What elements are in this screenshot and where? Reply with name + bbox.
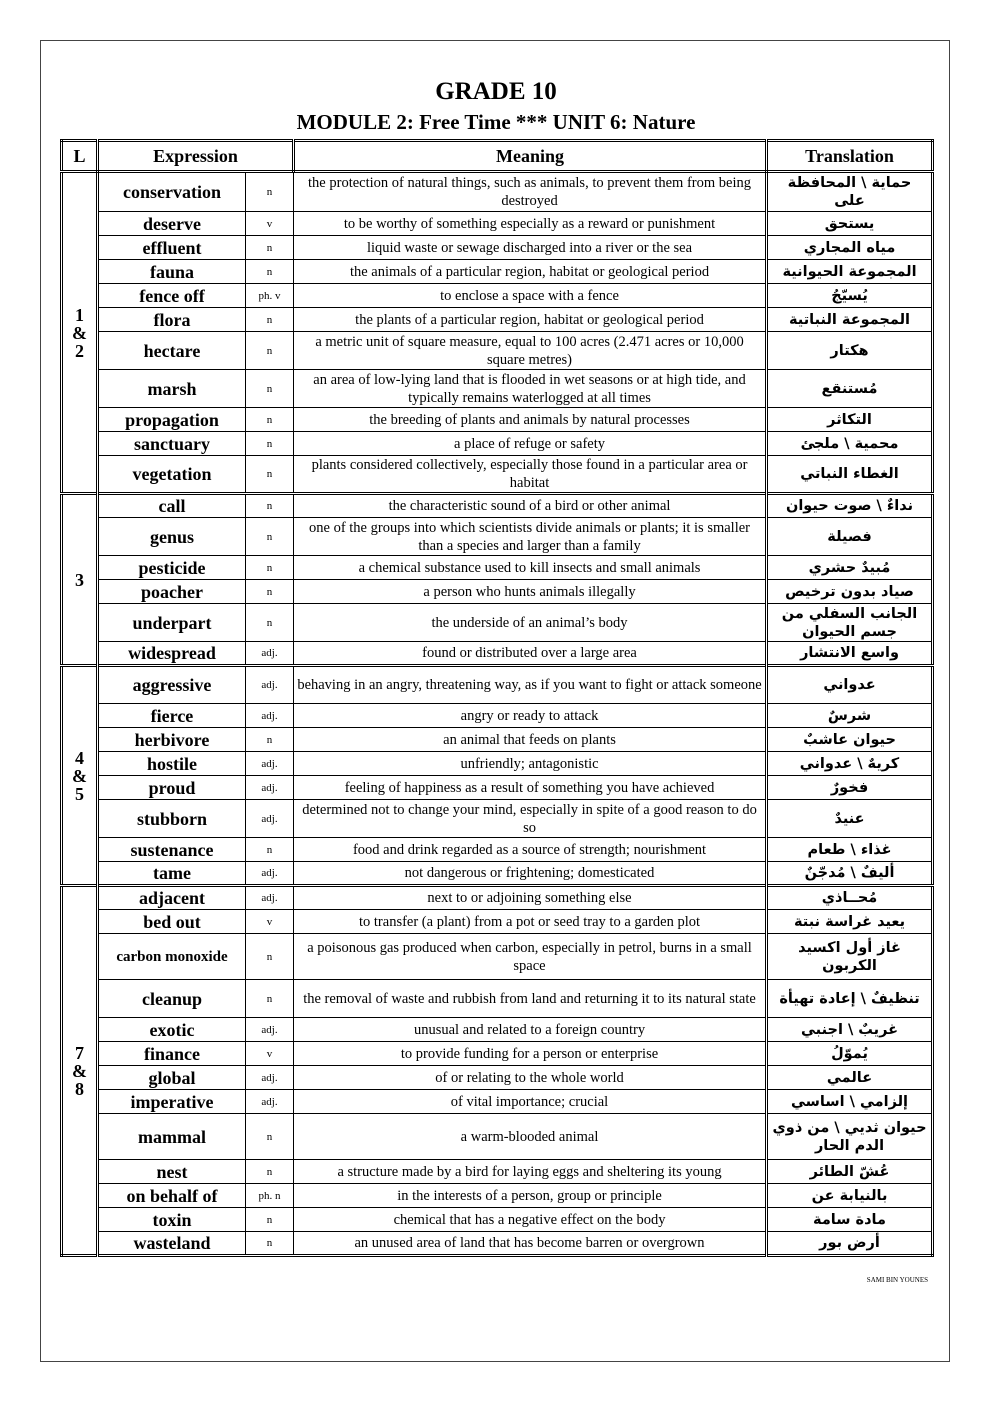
part-of-speech-cell: n (246, 728, 294, 752)
expression-cell: on behalf of (98, 1184, 246, 1208)
lesson-label: & (72, 322, 87, 343)
meaning-cell: an unused area of land that has become barren or overgrown (294, 1232, 767, 1256)
part-of-speech-cell: v (246, 212, 294, 236)
meaning-cell: of vital importance; crucial (294, 1090, 767, 1114)
part-of-speech-cell: n (246, 494, 294, 518)
translation-cell: إلزامي \ اساسي (767, 1090, 933, 1114)
vocab-row (62, 236, 933, 260)
lesson-number (62, 886, 98, 1256)
expression-cell: exotic (98, 1018, 246, 1042)
part-of-speech-cell: adj. (246, 704, 294, 728)
meaning-cell: unfriendly; antagonistic (294, 752, 767, 776)
part-of-speech-cell: adj. (246, 1090, 294, 1114)
part-of-speech-cell: n (246, 556, 294, 580)
part-of-speech-cell: v (246, 910, 294, 934)
translation-cell: تنظيفٌ \ إعادة تهيأة (767, 980, 933, 1018)
vocab-row (62, 212, 933, 236)
expression-cell: stubborn (98, 800, 246, 838)
expression-cell: marsh (98, 370, 246, 408)
part-of-speech-cell: n (246, 260, 294, 284)
expression-cell: effluent (98, 236, 246, 260)
part-of-speech-cell: ph. v (246, 284, 294, 308)
meaning-cell: chemical that has a negative effect on the body (294, 1208, 767, 1232)
expression-cell: toxin (98, 1208, 246, 1232)
vocab-row (62, 308, 933, 332)
meaning-cell: the underside of an animal’s body (294, 604, 767, 642)
translation-cell: عدواني (767, 666, 933, 704)
meaning-cell: one of the groups into which scientists divide animals or plants; it is smaller than a species and larger than a family (294, 518, 767, 556)
expression-cell: carbon monoxide (98, 934, 246, 980)
meaning-cell: an area of low-lying land that is flooded in wet seasons or at high tide, and typically remains waterlogged at all times (294, 370, 767, 408)
translation-cell: غريبٌ \ اجنبي (767, 1018, 933, 1042)
page-subtitle: MODULE 2: Free Time *** UNIT 6: Nature (296, 110, 696, 134)
expression-cell: tame (98, 862, 246, 886)
expression-cell: hectare (98, 332, 246, 370)
vocab-row (62, 776, 933, 800)
vocab-row (62, 728, 933, 752)
meaning-cell: to transfer (a plant) from a pot or seed tray to a garden plot (294, 910, 767, 934)
translation-cell: حيوان ثديي \ من ذوي الدم الحار (767, 1114, 933, 1160)
translation-cell: التكاثر (767, 408, 933, 432)
vocab-row (62, 642, 933, 666)
expression-cell: nest (98, 1160, 246, 1184)
meaning-cell: feeling of happiness as a result of something you have achieved (294, 776, 767, 800)
meaning-cell: to be worthy of something especially as a reward or punishment (294, 212, 767, 236)
header-meaning: Meaning (294, 141, 767, 172)
translation-cell: مُبيدٌ حشري (767, 556, 933, 580)
vocab-row (62, 1114, 933, 1160)
vocab-row (62, 580, 933, 604)
part-of-speech-cell: adj. (246, 886, 294, 910)
page-title: GRADE 10 (435, 78, 557, 105)
part-of-speech-cell: adj. (246, 800, 294, 838)
translation-cell: يُموّلُ (767, 1042, 933, 1066)
expression-cell: adjacent (98, 886, 246, 910)
expression-cell: bed out (98, 910, 246, 934)
expression-cell: flora (98, 308, 246, 332)
translation-cell: صياد بدون ترخيص (767, 580, 933, 604)
translation-cell: غذاء \ طعام (767, 838, 933, 862)
meaning-cell: a chemical substance used to kill insects and small animals (294, 556, 767, 580)
meaning-cell: determined not to change your mind, especially in spite of a good reason to do so (294, 800, 767, 838)
meaning-cell: plants considered collectively, especially those found in a particular area or habitat (294, 456, 767, 494)
expression-cell: sustenance (98, 838, 246, 862)
expression-cell: pesticide (98, 556, 246, 580)
expression-cell: hostile (98, 752, 246, 776)
vocab-row (62, 432, 933, 456)
expression-cell: fence off (98, 284, 246, 308)
part-of-speech-cell: n (246, 370, 294, 408)
meaning-cell: a place of refuge or safety (294, 432, 767, 456)
expression-cell: imperative (98, 1090, 246, 1114)
meaning-cell: angry or ready to attack (294, 704, 767, 728)
lesson-label: 7 (75, 1042, 84, 1063)
part-of-speech-cell: n (246, 1232, 294, 1256)
expression-cell: fierce (98, 704, 246, 728)
meaning-cell: liquid waste or sewage discharged into a river or the sea (294, 236, 767, 260)
vocab-row (62, 862, 933, 886)
header-expression: Expression (98, 141, 294, 172)
meaning-cell: to enclose a space with a fence (294, 284, 767, 308)
vocab-row (62, 1066, 933, 1090)
meaning-cell: the plants of a particular region, habitat or geological period (294, 308, 767, 332)
part-of-speech-cell: v (246, 1042, 294, 1066)
translation-cell: الجانب السفلي من جسم الحيوان (767, 604, 933, 642)
part-of-speech-cell: n (246, 934, 294, 980)
translation-cell: أرض بور (767, 1232, 933, 1256)
vocabulary-table (60, 139, 934, 1257)
part-of-speech-cell: n (246, 456, 294, 494)
part-of-speech-cell: ph. n (246, 1184, 294, 1208)
lesson-label: 4 (75, 747, 84, 768)
meaning-cell: unusual and related to a foreign country (294, 1018, 767, 1042)
meaning-cell: a poisonous gas produced when carbon, especially in petrol, burns in a small space (294, 934, 767, 980)
vocab-row (62, 1184, 933, 1208)
header-row (62, 141, 933, 172)
part-of-speech-cell: n (246, 172, 294, 212)
translation-cell: مادة سامة (767, 1208, 933, 1232)
vocab-row (62, 704, 933, 728)
expression-cell: mammal (98, 1114, 246, 1160)
expression-cell: propagation (98, 408, 246, 432)
part-of-speech-cell: n (246, 408, 294, 432)
part-of-speech-cell: adj. (246, 642, 294, 666)
translation-cell: المجموعة الحيوانية (767, 260, 933, 284)
expression-cell: herbivore (98, 728, 246, 752)
translation-cell: محمية \ ملجئ (767, 432, 933, 456)
meaning-cell: next to or adjoining something else (294, 886, 767, 910)
meaning-cell: of or relating to the whole world (294, 1066, 767, 1090)
meaning-cell: a structure made by a bird for laying eggs and sheltering its young (294, 1160, 767, 1184)
translation-cell: فخورٌ (767, 776, 933, 800)
lesson-label: 3 (75, 569, 84, 590)
translation-cell: حيوان عاشبٌ (767, 728, 933, 752)
vocab-row (62, 1232, 933, 1256)
meaning-cell: the animals of a particular region, habitat or geological period (294, 260, 767, 284)
vocab-row (62, 604, 933, 642)
vocab-row (62, 284, 933, 308)
vocab-row (62, 886, 933, 910)
expression-cell: vegetation (98, 456, 246, 494)
expression-cell: cleanup (98, 980, 246, 1018)
lesson-label: 1 (75, 304, 84, 325)
translation-cell: فصيلة (767, 518, 933, 556)
vocab-row (62, 456, 933, 494)
part-of-speech-cell: n (246, 432, 294, 456)
meaning-cell: a person who hunts animals illegally (294, 580, 767, 604)
expression-cell: poacher (98, 580, 246, 604)
part-of-speech-cell: n (246, 1160, 294, 1184)
lesson-label: 5 (75, 783, 84, 804)
part-of-speech-cell: adj. (246, 752, 294, 776)
part-of-speech-cell: adj. (246, 776, 294, 800)
vocab-row (62, 1090, 933, 1114)
translation-cell: غاز أول اكسيد الكربون (767, 934, 933, 980)
meaning-cell: found or distributed over a large area (294, 642, 767, 666)
lesson-label: & (72, 1060, 87, 1081)
expression-cell: conservation (98, 172, 246, 212)
translation-cell: مُستنقع (767, 370, 933, 408)
expression-cell: sanctuary (98, 432, 246, 456)
part-of-speech-cell: n (246, 604, 294, 642)
meaning-cell: the characteristic sound of a bird or other animal (294, 494, 767, 518)
lesson-label: 8 (75, 1078, 84, 1099)
part-of-speech-cell: n (246, 838, 294, 862)
meaning-cell: to provide funding for a person or enterprise (294, 1042, 767, 1066)
translation-cell: مُحــاذي (767, 886, 933, 910)
author-credit: SAMI BIN YOUNES (866, 1276, 928, 1284)
translation-cell: يستحق (767, 212, 933, 236)
translation-cell: الغطاء النباتي (767, 456, 933, 494)
part-of-speech-cell: adj. (246, 666, 294, 704)
vocab-row (62, 838, 933, 862)
translation-cell: شرسٌ (767, 704, 933, 728)
translation-cell: نداءٌ \ صوت حيوان (767, 494, 933, 518)
translation-cell: كريهٌ \ عدواني (767, 752, 933, 776)
lesson-number (62, 172, 98, 494)
meaning-cell: not dangerous or frightening; domesticated (294, 862, 767, 886)
expression-cell: call (98, 494, 246, 518)
meaning-cell: a warm-blooded animal (294, 1114, 767, 1160)
meaning-cell: an animal that feeds on plants (294, 728, 767, 752)
vocab-row (62, 1018, 933, 1042)
translation-cell: هكتار (767, 332, 933, 370)
expression-cell: deserve (98, 212, 246, 236)
part-of-speech-cell: n (246, 980, 294, 1018)
translation-cell: عُشّ الطائر (767, 1160, 933, 1184)
expression-cell: genus (98, 518, 246, 556)
vocab-row (62, 934, 933, 980)
expression-cell: wasteland (98, 1232, 246, 1256)
lesson-number (62, 666, 98, 886)
header-lesson: L (62, 141, 98, 172)
translation-cell: عالمي (767, 1066, 933, 1090)
part-of-speech-cell: n (246, 518, 294, 556)
vocab-row (62, 666, 933, 704)
vocab-row (62, 1160, 933, 1184)
vocab-row (62, 910, 933, 934)
translation-cell: حماية \ المحافظة على (767, 172, 933, 212)
part-of-speech-cell: adj. (246, 1066, 294, 1090)
expression-cell: fauna (98, 260, 246, 284)
meaning-cell: behaving in an angry, threatening way, as if you want to fight or attack someone (294, 666, 767, 704)
expression-cell: widespread (98, 642, 246, 666)
meaning-cell: the removal of waste and rubbish from land and returning it to its natural state (294, 980, 767, 1018)
lesson-number (62, 494, 98, 666)
meaning-cell: in the interests of a person, group or principle (294, 1184, 767, 1208)
vocab-row (62, 260, 933, 284)
header-translation: Translation (767, 141, 933, 172)
vocab-row (62, 408, 933, 432)
translation-cell: بالنيابة عن (767, 1184, 933, 1208)
translation-cell: عنيدٌ (767, 800, 933, 838)
part-of-speech-cell: n (246, 332, 294, 370)
expression-cell: aggressive (98, 666, 246, 704)
meaning-cell: the protection of natural things, such as animals, to prevent them from being destroyed (294, 172, 767, 212)
vocab-row (62, 980, 933, 1018)
part-of-speech-cell: n (246, 1114, 294, 1160)
part-of-speech-cell: n (246, 308, 294, 332)
expression-cell: proud (98, 776, 246, 800)
lesson-label: & (72, 765, 87, 786)
translation-cell: يعيد غراسة نبتة (767, 910, 933, 934)
part-of-speech-cell: adj. (246, 862, 294, 886)
meaning-cell: food and drink regarded as a source of strength; nourishment (294, 838, 767, 862)
vocab-row (62, 518, 933, 556)
part-of-speech-cell: adj. (246, 1018, 294, 1042)
vocab-row (62, 752, 933, 776)
part-of-speech-cell: n (246, 1208, 294, 1232)
translation-cell: واسع الانتشار (767, 642, 933, 666)
vocab-row (62, 332, 933, 370)
vocab-row (62, 370, 933, 408)
lesson-label: 2 (75, 340, 84, 361)
meaning-cell: the breeding of plants and animals by natural processes (294, 408, 767, 432)
translation-cell: أليفٌ \ مُدجّنٌ (767, 862, 933, 886)
translation-cell: المجموعة النباتية (767, 308, 933, 332)
vocab-row (62, 172, 933, 212)
translation-cell: مياه المجاري (767, 236, 933, 260)
vocab-row (62, 494, 933, 518)
expression-cell: global (98, 1066, 246, 1090)
vocab-row (62, 1042, 933, 1066)
vocab-row (62, 800, 933, 838)
part-of-speech-cell: n (246, 236, 294, 260)
expression-cell: underpart (98, 604, 246, 642)
vocab-row (62, 1208, 933, 1232)
meaning-cell: a metric unit of square measure, equal to 100 acres (2.471 acres or 10,000 square metres) (294, 332, 767, 370)
expression-cell: finance (98, 1042, 246, 1066)
part-of-speech-cell: n (246, 580, 294, 604)
vocab-row (62, 556, 933, 580)
translation-cell: يُسيّجُ (767, 284, 933, 308)
